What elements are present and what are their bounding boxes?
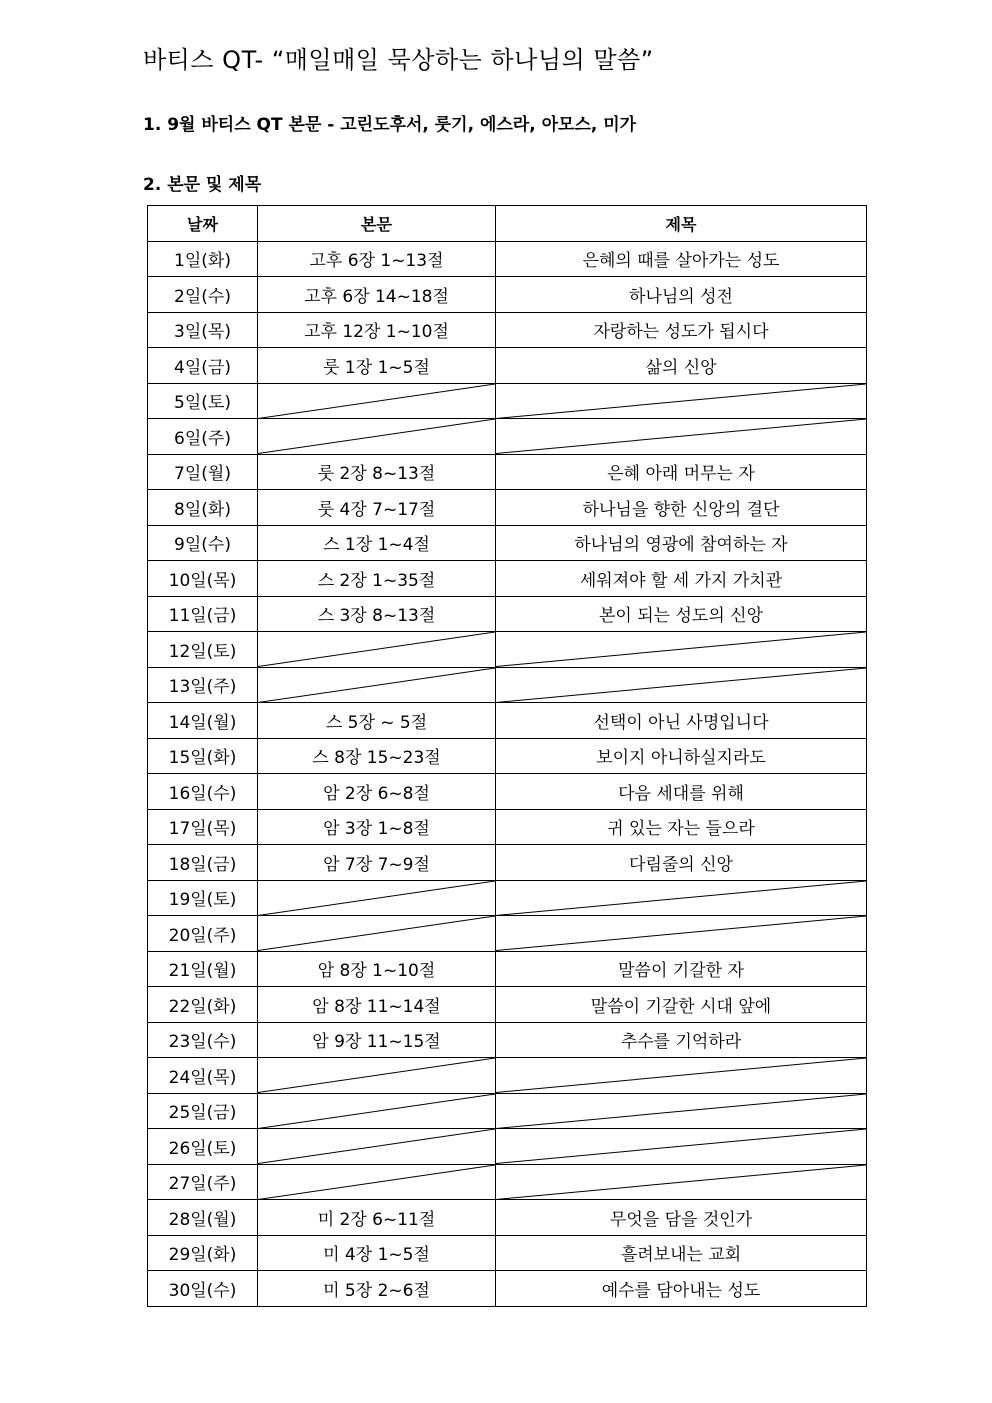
table-row xyxy=(148,809,867,845)
diagonal-slash xyxy=(496,881,866,916)
cell-text: 미 4장 1~5절 xyxy=(258,1235,496,1271)
table-row xyxy=(148,383,867,419)
cell-date: 25일(금) xyxy=(148,1093,258,1129)
cell-title: 은혜의 때를 살아가는 성도 xyxy=(496,241,867,277)
cell-title: 예수를 담아내는 성도 xyxy=(496,1271,867,1307)
cell-text-empty xyxy=(258,383,496,419)
table-row xyxy=(148,348,867,384)
cell-title: 하나님을 향한 신앙의 결단 xyxy=(496,490,867,526)
table-header-row xyxy=(148,206,867,242)
diagonal-slash xyxy=(496,419,866,454)
cell-text-empty xyxy=(258,1129,496,1165)
cell-date: 14일(월) xyxy=(148,703,258,739)
cell-title: 자랑하는 성도가 됩시다 xyxy=(496,312,867,348)
diagonal-slash xyxy=(258,1165,495,1200)
cell-title-empty xyxy=(496,1058,867,1094)
cell-title: 하나님의 영광에 참여하는 자 xyxy=(496,525,867,561)
header-text: 본문 xyxy=(258,206,496,242)
table-row xyxy=(148,1164,867,1200)
cell-date: 18일(금) xyxy=(148,845,258,881)
diagonal-slash xyxy=(258,1058,495,1093)
document-title: 바티스 QT- “매일매일 묵상하는 하나님의 말씀” xyxy=(143,46,654,74)
cell-date: 12일(토) xyxy=(148,632,258,668)
table-row xyxy=(148,277,867,313)
cell-title-empty xyxy=(496,667,867,703)
cell-text: 미 2장 6~11절 xyxy=(258,1200,496,1236)
cell-title: 세워져야 할 세 가지 가치관 xyxy=(496,561,867,597)
table-row xyxy=(148,1271,867,1307)
cell-date: 21일(월) xyxy=(148,951,258,987)
cell-text-empty xyxy=(258,1093,496,1129)
cell-date: 1일(화) xyxy=(148,241,258,277)
cell-text: 암 3장 1~8절 xyxy=(258,809,496,845)
table-row xyxy=(148,1093,867,1129)
table-row xyxy=(148,667,867,703)
table-row xyxy=(148,916,867,952)
cell-title: 추수를 기억하라 xyxy=(496,1022,867,1058)
diagonal-slash xyxy=(496,1165,866,1200)
cell-text: 스 3장 8~13절 xyxy=(258,596,496,632)
cell-date: 26일(토) xyxy=(148,1129,258,1165)
cell-title: 말씀이 기갈한 시대 앞에 xyxy=(496,987,867,1023)
table-row xyxy=(148,1129,867,1165)
diagonal-slash xyxy=(496,632,866,667)
table-row xyxy=(148,596,867,632)
cell-title: 하나님의 성전 xyxy=(496,277,867,313)
diagonal-slash xyxy=(258,632,495,667)
cell-date: 27일(주) xyxy=(148,1164,258,1200)
cell-text: 암 8장 1~10절 xyxy=(258,951,496,987)
cell-title: 무엇을 담을 것인가 xyxy=(496,1200,867,1236)
cell-title-empty xyxy=(496,419,867,455)
diagonal-slash xyxy=(258,881,495,916)
diagonal-slash xyxy=(496,668,866,703)
cell-date: 2일(수) xyxy=(148,277,258,313)
table-row xyxy=(148,241,867,277)
cell-title: 본이 되는 성도의 신앙 xyxy=(496,596,867,632)
table-row xyxy=(148,1022,867,1058)
table-row xyxy=(148,951,867,987)
cell-text: 고후 6장 1~13절 xyxy=(258,241,496,277)
cell-title-empty xyxy=(496,632,867,668)
cell-title: 다림줄의 신앙 xyxy=(496,845,867,881)
cell-date: 15일(화) xyxy=(148,738,258,774)
cell-text: 스 8장 15~23절 xyxy=(258,738,496,774)
cell-date: 7일(월) xyxy=(148,454,258,490)
cell-title-empty xyxy=(496,1129,867,1165)
cell-title: 선택이 아닌 사명입니다 xyxy=(496,703,867,739)
cell-text: 룻 2장 8~13절 xyxy=(258,454,496,490)
cell-title: 은혜 아래 머무는 자 xyxy=(496,454,867,490)
cell-title-empty xyxy=(496,1164,867,1200)
cell-date: 28일(월) xyxy=(148,1200,258,1236)
cell-date: 29일(화) xyxy=(148,1235,258,1271)
qt-schedule-table xyxy=(147,205,867,1307)
table-row xyxy=(148,312,867,348)
cell-title-empty xyxy=(496,916,867,952)
cell-text-empty xyxy=(258,419,496,455)
diagonal-slash xyxy=(258,419,495,454)
cell-date: 20일(주) xyxy=(148,916,258,952)
table-row xyxy=(148,1235,867,1271)
table-row xyxy=(148,490,867,526)
table-row xyxy=(148,987,867,1023)
cell-title: 흘려보내는 교회 xyxy=(496,1235,867,1271)
diagonal-slash xyxy=(258,916,495,951)
cell-title-empty xyxy=(496,880,867,916)
cell-text: 암 2장 6~8절 xyxy=(258,774,496,810)
table-row xyxy=(148,419,867,455)
cell-text: 암 7장 7~9절 xyxy=(258,845,496,881)
cell-date: 30일(수) xyxy=(148,1271,258,1307)
cell-text: 스 2장 1~35절 xyxy=(258,561,496,597)
header-title: 제목 xyxy=(496,206,867,242)
table-row xyxy=(148,454,867,490)
table-row xyxy=(148,632,867,668)
section-1-heading: 1. 9월 바티스 QT 본문 - 고린도후서, 룻기, 에스라, 아모스, 미가 xyxy=(143,115,637,135)
cell-date: 17일(목) xyxy=(148,809,258,845)
table-row xyxy=(148,880,867,916)
cell-date: 16일(수) xyxy=(148,774,258,810)
cell-date: 10일(목) xyxy=(148,561,258,597)
cell-date: 9일(수) xyxy=(148,525,258,561)
cell-date: 11일(금) xyxy=(148,596,258,632)
cell-text-empty xyxy=(258,1058,496,1094)
cell-date: 4일(금) xyxy=(148,348,258,384)
table-row xyxy=(148,774,867,810)
cell-text: 스 1장 1~4절 xyxy=(258,525,496,561)
cell-title-empty xyxy=(496,383,867,419)
cell-title-empty xyxy=(496,1093,867,1129)
cell-text: 고후 6장 14~18절 xyxy=(258,277,496,313)
table-row xyxy=(148,1200,867,1236)
section-2-heading: 2. 본문 및 제목 xyxy=(143,175,262,195)
diagonal-slash xyxy=(496,384,866,419)
cell-date: 8일(화) xyxy=(148,490,258,526)
diagonal-slash xyxy=(496,1058,866,1093)
cell-title: 삶의 신앙 xyxy=(496,348,867,384)
cell-text-empty xyxy=(258,667,496,703)
cell-date: 19일(토) xyxy=(148,880,258,916)
cell-title: 다음 세대를 위해 xyxy=(496,774,867,810)
cell-text-empty xyxy=(258,1164,496,1200)
cell-date: 22일(화) xyxy=(148,987,258,1023)
cell-text-empty xyxy=(258,632,496,668)
cell-text-empty xyxy=(258,880,496,916)
cell-text: 암 8장 11~14절 xyxy=(258,987,496,1023)
diagonal-slash xyxy=(258,668,495,703)
cell-text: 룻 1장 1~5절 xyxy=(258,348,496,384)
header-date: 날짜 xyxy=(148,206,258,242)
cell-date: 3일(목) xyxy=(148,312,258,348)
diagonal-slash xyxy=(496,1129,866,1164)
cell-text: 스 5장 ~ 5절 xyxy=(258,703,496,739)
cell-date: 23일(수) xyxy=(148,1022,258,1058)
cell-date: 6일(주) xyxy=(148,419,258,455)
diagonal-slash xyxy=(496,916,866,951)
diagonal-slash xyxy=(258,1094,495,1129)
cell-title: 말씀이 기갈한 자 xyxy=(496,951,867,987)
cell-text: 미 5장 2~6절 xyxy=(258,1271,496,1307)
table-row xyxy=(148,1058,867,1094)
cell-date: 24일(목) xyxy=(148,1058,258,1094)
cell-title: 귀 있는 자는 들으라 xyxy=(496,809,867,845)
cell-date: 13일(주) xyxy=(148,667,258,703)
diagonal-slash xyxy=(258,1129,495,1164)
table-row xyxy=(148,845,867,881)
cell-text-empty xyxy=(258,916,496,952)
cell-text: 룻 4장 7~17절 xyxy=(258,490,496,526)
cell-date: 5일(토) xyxy=(148,383,258,419)
cell-text: 암 9장 11~15절 xyxy=(258,1022,496,1058)
table-row xyxy=(148,703,867,739)
diagonal-slash xyxy=(258,384,495,419)
diagonal-slash xyxy=(496,1094,866,1129)
cell-text: 고후 12장 1~10절 xyxy=(258,312,496,348)
table-row xyxy=(148,561,867,597)
cell-title: 보이지 아니하실지라도 xyxy=(496,738,867,774)
table-row xyxy=(148,738,867,774)
table-row xyxy=(148,525,867,561)
